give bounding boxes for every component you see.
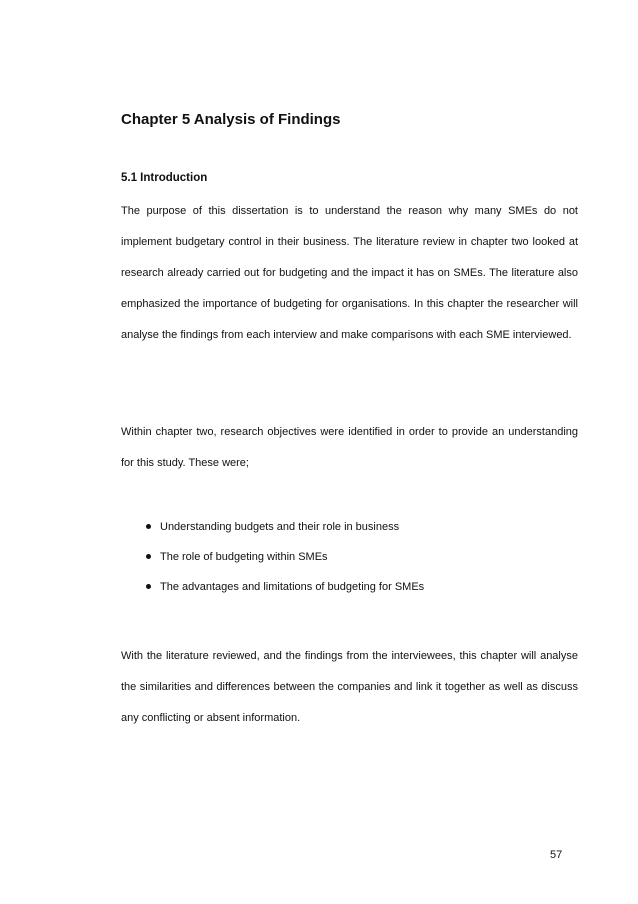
list-item [121,512,578,542]
chapter-title: Chapter 5 Analysis of Findings [121,111,341,128]
list-item-text: Understanding budgets and their role in business [160,521,400,533]
list-item [121,572,578,602]
bullet-icon [146,554,151,559]
list-item-text: The role of budgeting within SMEs [160,551,328,563]
conclusion-paragraph: With the literature reviewed, and the findings from the interviewees, this chapter will analyse the similarities and differences between the companies and link it together as well as discuss any conflicting or absent information. [121,650,578,724]
section-heading: 5.1 Introduction [121,172,208,184]
bullet-icon [146,584,151,589]
page-number: 57 [550,849,563,861]
list-item [121,542,578,572]
list-item-text: The advantages and limitations of budgeting for SMEs [160,581,425,593]
intro-paragraph: The purpose of this dissertation is to understand the reason why many SMEs do not implement budgetary control in their business. The literature review in chapter two looked at research already carried out for budgeting and the impact it has on SMEs. The literature also emphasized the importance of budgeting for organisations. In this chapter the researcher will analyse the findings from each interview and make comparisons with each SME interviewed. [121,205,578,341]
objectives-list [121,512,578,602]
bullet-icon [146,524,151,529]
objectives-paragraph: Within chapter two, research objectives were identified in order to provide an understanding for this study. These were; [121,426,578,469]
